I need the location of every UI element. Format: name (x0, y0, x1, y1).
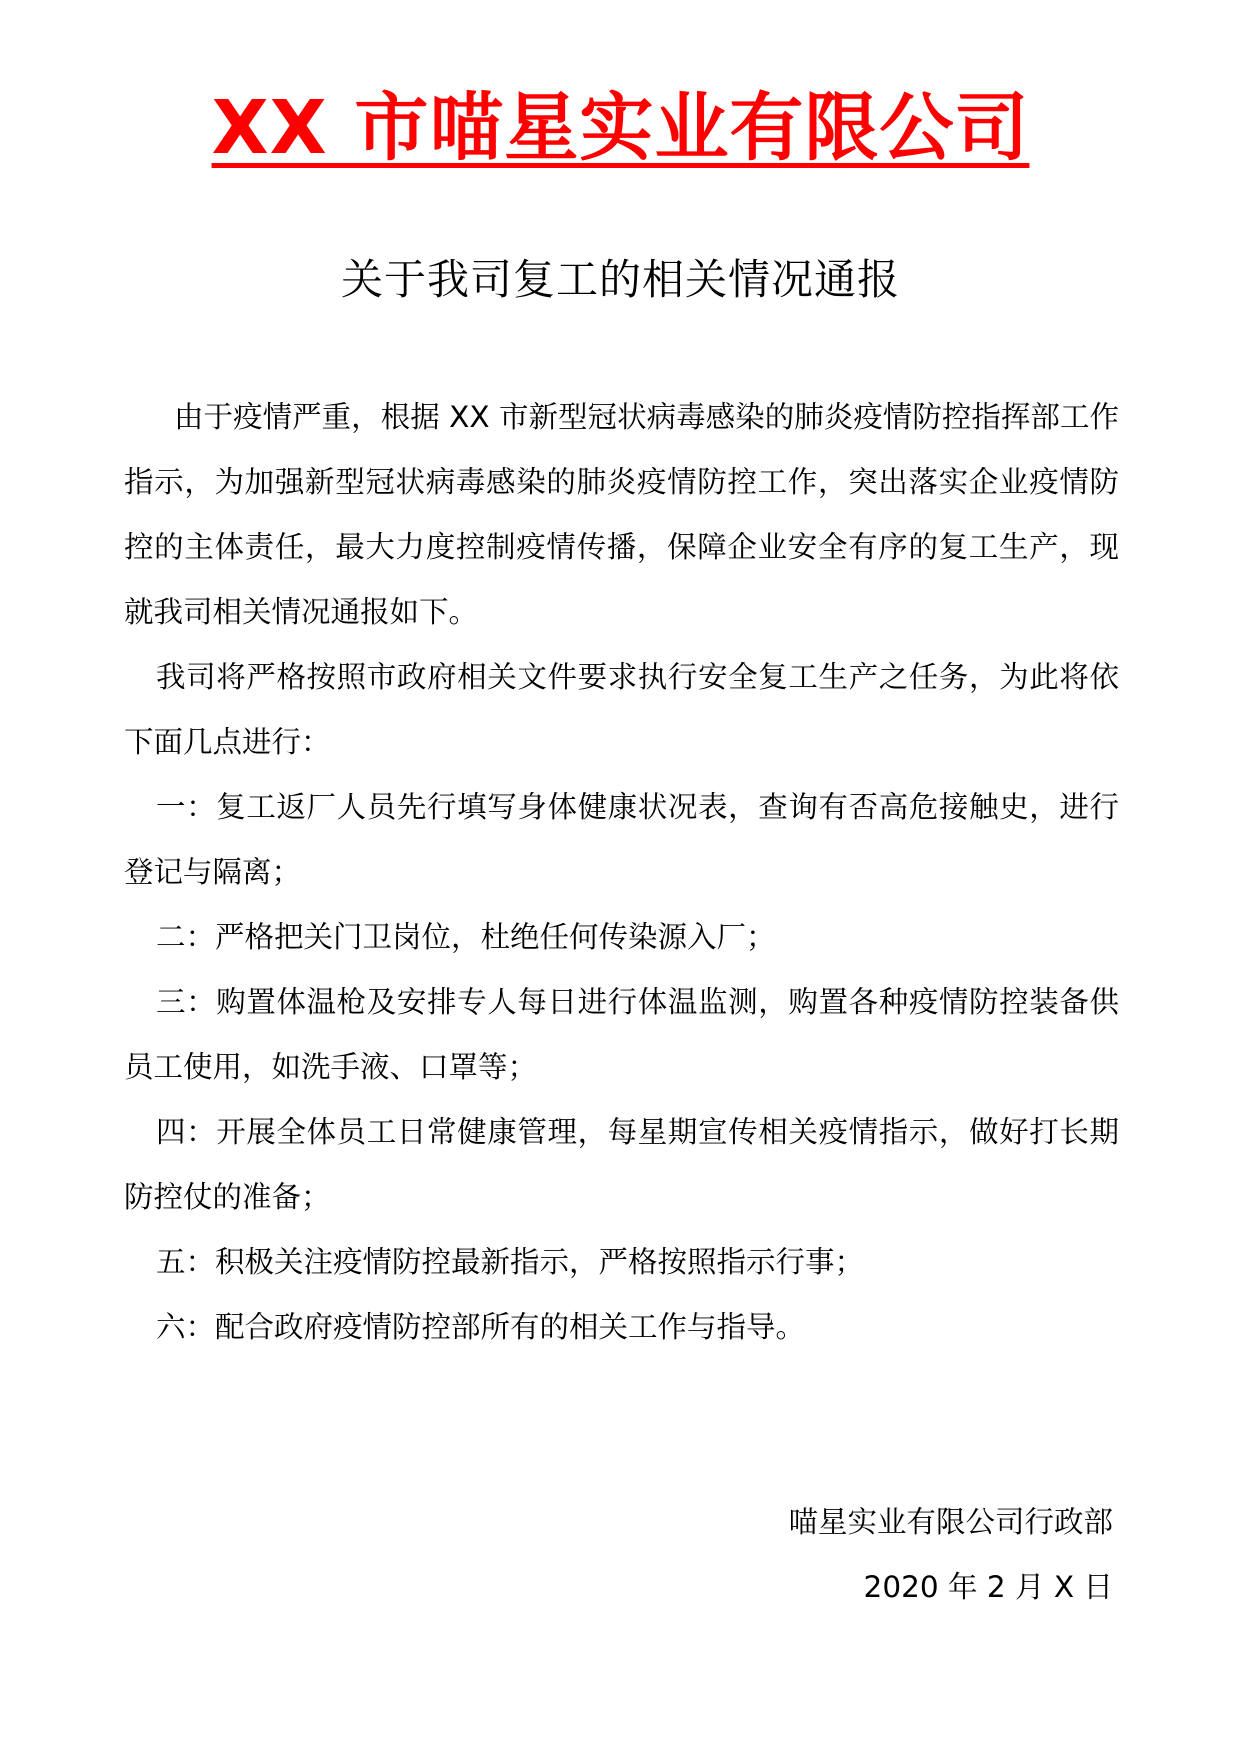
company-header (0, 80, 1241, 176)
document-body (124, 385, 1119, 1360)
paragraph-intro: 由于疫情严重，根据 XX 市新型冠状病毒感染的肺炎疫情防控指挥部工作指示，为加强新型冠状病毒感染的肺炎疫情防控工作，突出落实企业疫情防控的主体责任，最大力度控制疫情传播，保障企业安全有序的复工生产，现就我司相关情况通报如下。 (124, 400, 1119, 629)
list-item-4: 四：开展全体员工日常健康管理，每星期宣传相关疫情指示，做好打长期防控仗的准备； (124, 1115, 1119, 1214)
paragraph-plan: 我司将严格按照市政府相关文件要求执行安全复工生产之任务，为此将依下面几点进行： (124, 660, 1119, 759)
list-item-1: 一：复工返厂人员先行填写身体健康状况表，查询有否高危接触史，进行登记与隔离； (124, 790, 1119, 889)
list-item-6: 六：配合政府疫情防控部所有的相关工作与指导。 (156, 1310, 806, 1344)
signature-block (788, 1490, 1113, 1620)
signature-department: 喵星实业有限公司行政部 (788, 1505, 1113, 1539)
list-item-2: 二：严格把关门卫岗位，杜绝任何传染源入厂； (156, 920, 776, 954)
company-name: XX 市喵星实业有限公司 (211, 85, 1030, 171)
list-item-3: 三：购置体温枪及安排专人每日进行体温监测，购置各种疫情防控装备供员工使用，如洗手液、口罩等； (124, 985, 1119, 1084)
signature-date: 2020 年 2 月 X 日 (863, 1570, 1113, 1604)
document-title: 关于我司复工的相关情况通报 (340, 255, 900, 304)
list-item-5: 五：积极关注疫情防控最新指示，严格按照指示行事； (156, 1245, 865, 1279)
